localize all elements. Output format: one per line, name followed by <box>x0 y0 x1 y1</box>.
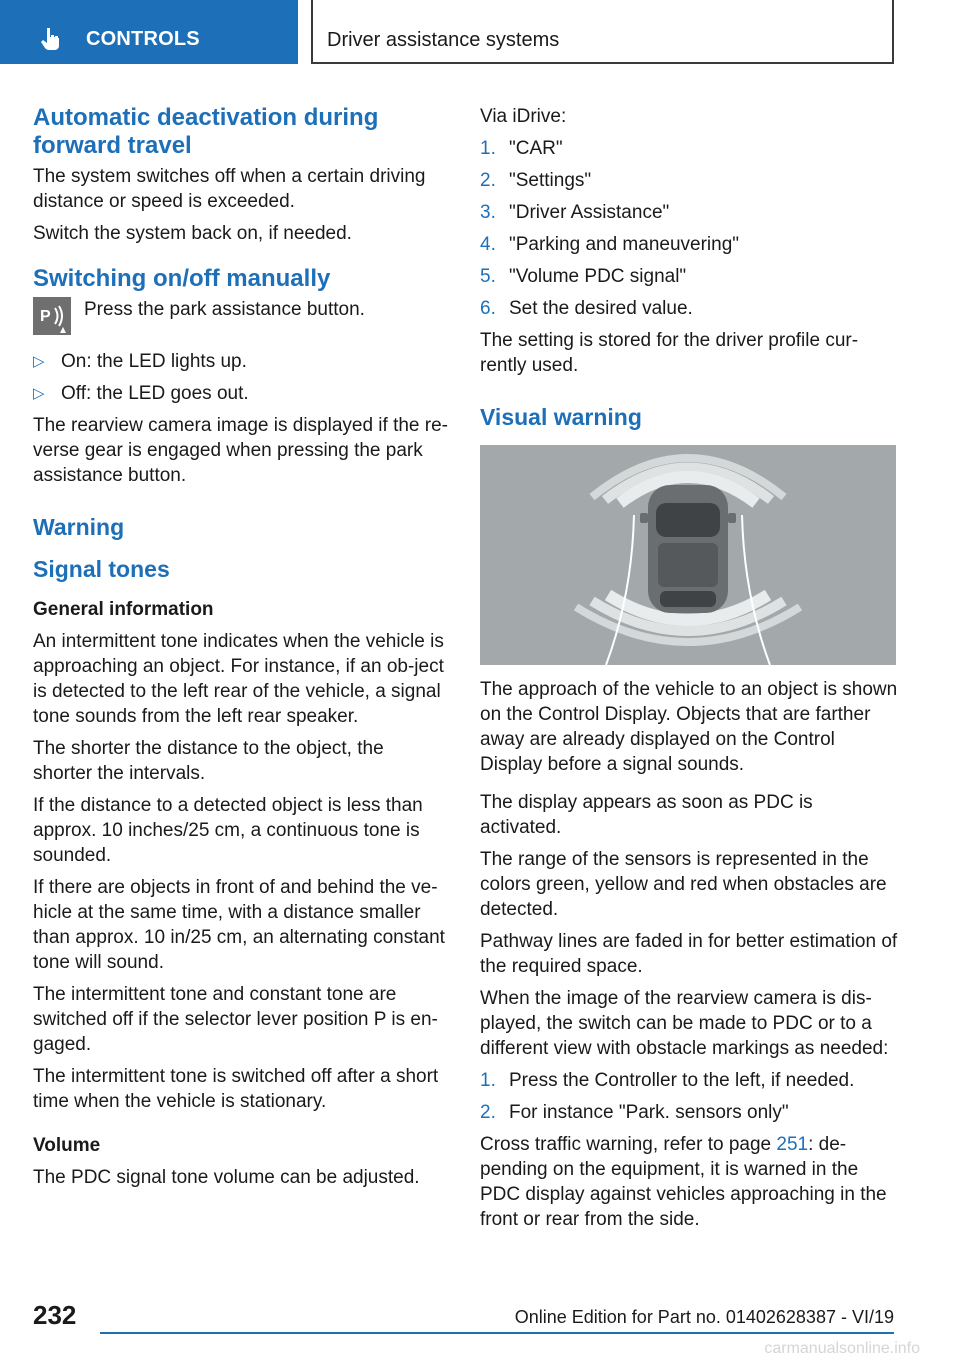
watermark: carmanualsonline.info <box>764 1340 920 1357</box>
park-assist-instruction <box>33 297 448 335</box>
heading-warning: Warning <box>33 514 125 540</box>
left-column <box>33 104 448 1197</box>
idrive-steps-list <box>480 136 898 321</box>
button-instruction-text: Press the park assistance button. <box>84 299 365 320</box>
list-item: 1. Press the Controller to the left, if needed. <box>480 1070 855 1091</box>
paragraph: An intermittent tone indicates when the vehicle is approaching an object. For instance, if an ob-ject is detected to the left rear of the vehicle, a signal tone sounds from the left rear speaker. <box>33 631 444 727</box>
cross-traffic-paragraph: Cross traffic warning, refer to page 251: de-pending on the equipment, it is warned in the PDC display against vehicles approaching in the front or rear from the side. <box>480 1134 887 1230</box>
edition-note: Online Edition for Part no. 01402628387 - VI/19 <box>514 1307 894 1327</box>
heading-general-information: General information <box>33 599 214 620</box>
paragraph: The setting is stored for the driver profile cur-rently used. <box>480 330 859 376</box>
svg-text:P: P <box>40 308 51 325</box>
right-column <box>480 104 898 1239</box>
paragraph: Switch the system back on, if needed. <box>33 223 352 244</box>
paragraph: The system switches off when a certain driving distance or speed is exceeded. <box>33 166 426 212</box>
list-item: 2. "Settings" <box>480 170 592 191</box>
paragraph: The display appears as soon as PDC is activated. <box>480 792 813 838</box>
paragraph: If there are objects in front of and behind the ve-hicle at the same time, with a distance smaller than approx. 10 in/25 cm, an alternating constant tone will sound. <box>33 877 445 973</box>
led-bullet-list <box>33 349 448 406</box>
paragraph: The PDC signal tone volume can be adjusted. <box>33 1167 420 1188</box>
chapter-title: Driver assistance systems <box>327 29 560 51</box>
paragraph: The range of the sensors is represented in the colors green, yellow and red when obstacles are detected. <box>480 849 887 920</box>
paragraph: Via iDrive: <box>480 106 567 127</box>
chapter-header <box>311 0 894 64</box>
paragraph: If the distance to a detected object is less than approx. 10 inches/25 cm, a continuous tone is sounded. <box>33 795 423 866</box>
paragraph: The intermittent tone is switched off after a short time when the vehicle is stationary. <box>33 1066 439 1112</box>
heading-volume: Volume <box>33 1135 101 1156</box>
bullet-triangle-icon: ▷ <box>33 385 45 402</box>
paragraph: The shorter the distance to the object, the shorter the intervals. <box>33 738 384 784</box>
heading-visual-warning: Visual warning <box>480 404 642 430</box>
list-item: 1. "CAR" <box>480 138 563 159</box>
list-item: ▷ On: the LED lights up. <box>33 351 247 372</box>
bullet-triangle-icon: ▷ <box>33 353 45 370</box>
page-reference-link[interactable]: 251 <box>776 1134 809 1155</box>
paragraph: The rearview camera image is displayed if the re-verse gear is engaged when pressing the park assistance button. <box>33 415 449 486</box>
heading-automatic-deactivation: Automatic deactivation during forward travel <box>33 104 379 159</box>
park-assist-button-icon <box>33 297 71 335</box>
pdc-display-illustration <box>480 445 896 665</box>
heading-signal-tones: Signal tones <box>33 556 170 582</box>
paragraph: Pathway lines are faded in for better estimation of the required space. <box>480 931 898 977</box>
page-number: 232 <box>33 1300 77 1330</box>
list-item: 5. "Volume PDC signal" <box>480 266 687 287</box>
hand-pointer-icon <box>40 26 64 50</box>
switch-view-steps-list <box>480 1068 898 1125</box>
list-item: 6. Set the desired value. <box>480 298 693 319</box>
list-item: 3. "Driver Assistance" <box>480 202 670 223</box>
list-item: 2. For instance "Park. sensors only" <box>480 1102 789 1123</box>
heading-switching-manually: Switching on/off manually <box>33 265 331 292</box>
footer-divider <box>100 1332 894 1334</box>
paragraph: The intermittent tone and constant tone are switched off if the selector lever position P is en-gaged. <box>33 984 438 1055</box>
list-item: 4. "Parking and maneuvering" <box>480 234 740 255</box>
section-label: CONTROLS <box>86 28 200 50</box>
section-tab[interactable] <box>0 0 298 64</box>
paragraph: When the image of the rearview camera is dis-played, the switch can be made to PDC or to a different view with obstacle markings as needed: <box>480 988 889 1059</box>
paragraph: The approach of the vehicle to an object is shown on the Control Display. Objects that are farther away are already displayed on the Control Display before a signal sounds. <box>480 679 898 775</box>
list-item: ▷ Off: the LED goes out. <box>33 383 249 404</box>
